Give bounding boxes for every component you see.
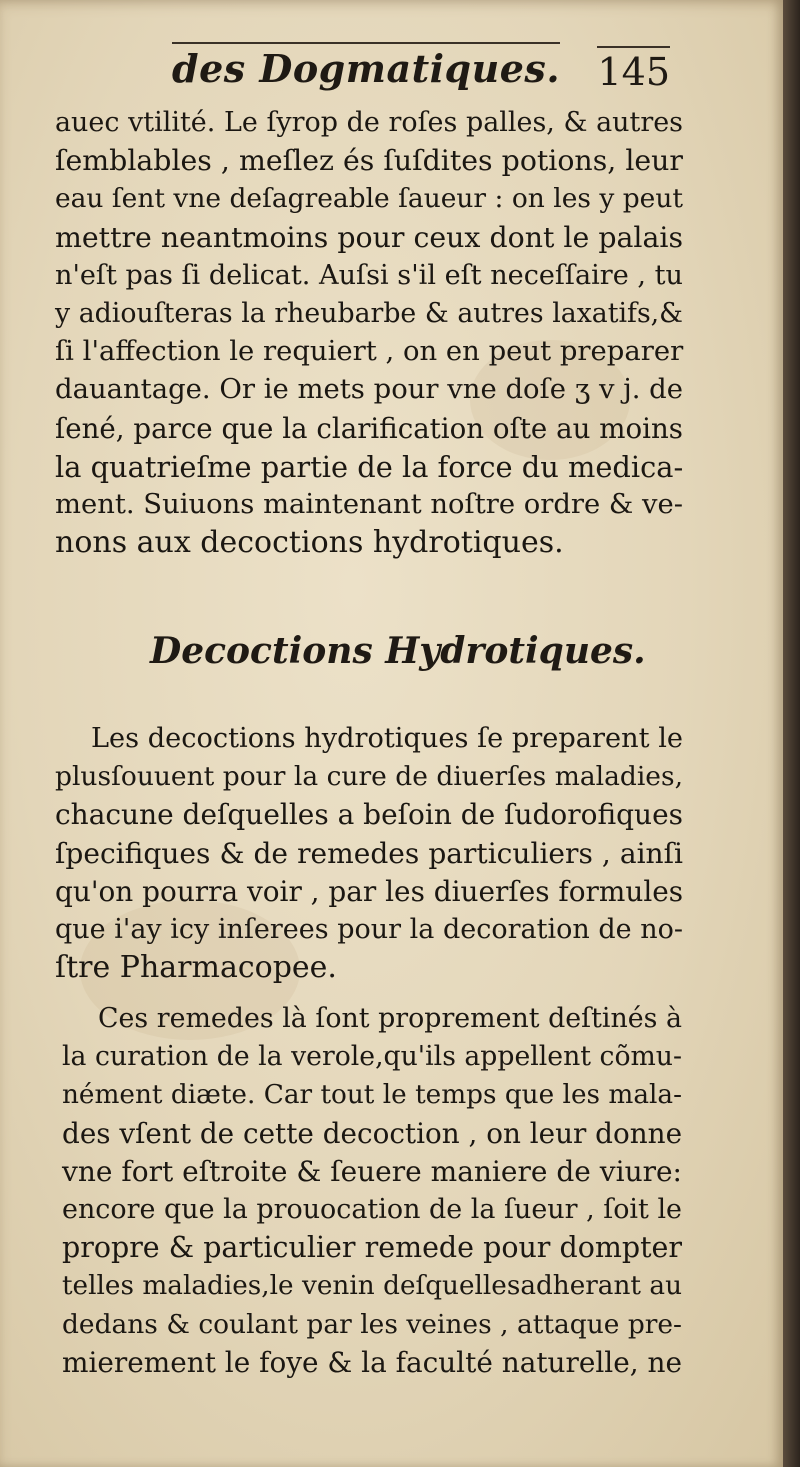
text-line: ſené, parce que la clarification oſte au moins	[55, 411, 683, 445]
text-line: la curation de la verole,qu'ils appellent cõmu-	[62, 1041, 682, 1073]
text-line: dedans & coulant par les veines , attaque pre-	[62, 1308, 682, 1340]
text-line: y adiouſteras la rheubarbe & autres laxatifs,&	[55, 297, 683, 329]
text-line: que i'ay icy inſerees pour la decoration de no-	[55, 913, 683, 945]
section-title: Decoctions Hydrotiques.	[150, 630, 646, 672]
text-line: n'eſt pas ſi delicat. Auſsi s'il eſt neceſſaire , tu	[55, 259, 683, 291]
text-line: Les decoctions hydrotiques ſe preparent le	[91, 723, 683, 754]
text-line: ſi l'affection le requiert , on en peut preparer	[55, 336, 684, 368]
text-line: encore que la prouocation de la ſueur , ſoit le	[62, 1193, 682, 1225]
text-line: chacune deſquelles a beſoin de ſudorofiques	[55, 798, 683, 832]
page-number: 145	[597, 46, 670, 94]
text-line: propre & particulier remede pour dompter	[62, 1231, 682, 1265]
text-line: mettre neantmoins pour ceux dont le palais	[55, 220, 683, 254]
paragraph-3	[62, 1000, 682, 1382]
text-line: nons aux decoctions hydrotiques.	[55, 525, 564, 561]
text-line: nément diæte. Car tout le temps que les mala-	[62, 1080, 682, 1111]
text-line: mierement le foye & la faculté naturelle, ne	[62, 1345, 682, 1379]
text-line: ſpecifiques & de remedes particuliers , ainſi	[55, 836, 683, 870]
text-line: ſemblables , meſlez és ſuſdites potions, leur	[55, 144, 683, 178]
text-line: eau ſent vne deſagreable ſaueur : on les y peut	[55, 183, 683, 215]
paragraph-1	[55, 104, 683, 562]
text-line: auec vtilité. Le ſyrop de roſes palles, & autres	[55, 107, 683, 138]
text-line: qu'on pourra voir , par les diuerſes formules	[55, 874, 684, 908]
text-line: la quatrieſme partie de la force du medica-	[55, 449, 684, 484]
book-binding-edge	[783, 0, 800, 1467]
paragraph-2	[55, 720, 683, 987]
text-line: vne fort eſtroite & ſeuere maniere de viure:	[62, 1154, 682, 1188]
page-header	[60, 38, 670, 98]
text-line: Ces remedes là ſont proprement deſtinés à	[98, 1003, 682, 1034]
text-line: plusſouuent pour la cure de diuerſes maladies,	[55, 761, 683, 793]
text-line: telles maladies,le venin deſquellesadherant au	[62, 1271, 682, 1302]
text-line: des vſent de cette decoction , on leur donne	[62, 1116, 683, 1150]
text-line: ment. Suiuons maintenant noſtre ordre & ve-	[55, 488, 683, 520]
running-head: des Dogmatiques.	[172, 42, 560, 91]
text-line: ſtre Pharmacopee.	[55, 950, 337, 986]
text-line: dauantage. Or ie mets pour vne doſe ʒ v j. de	[55, 374, 683, 406]
